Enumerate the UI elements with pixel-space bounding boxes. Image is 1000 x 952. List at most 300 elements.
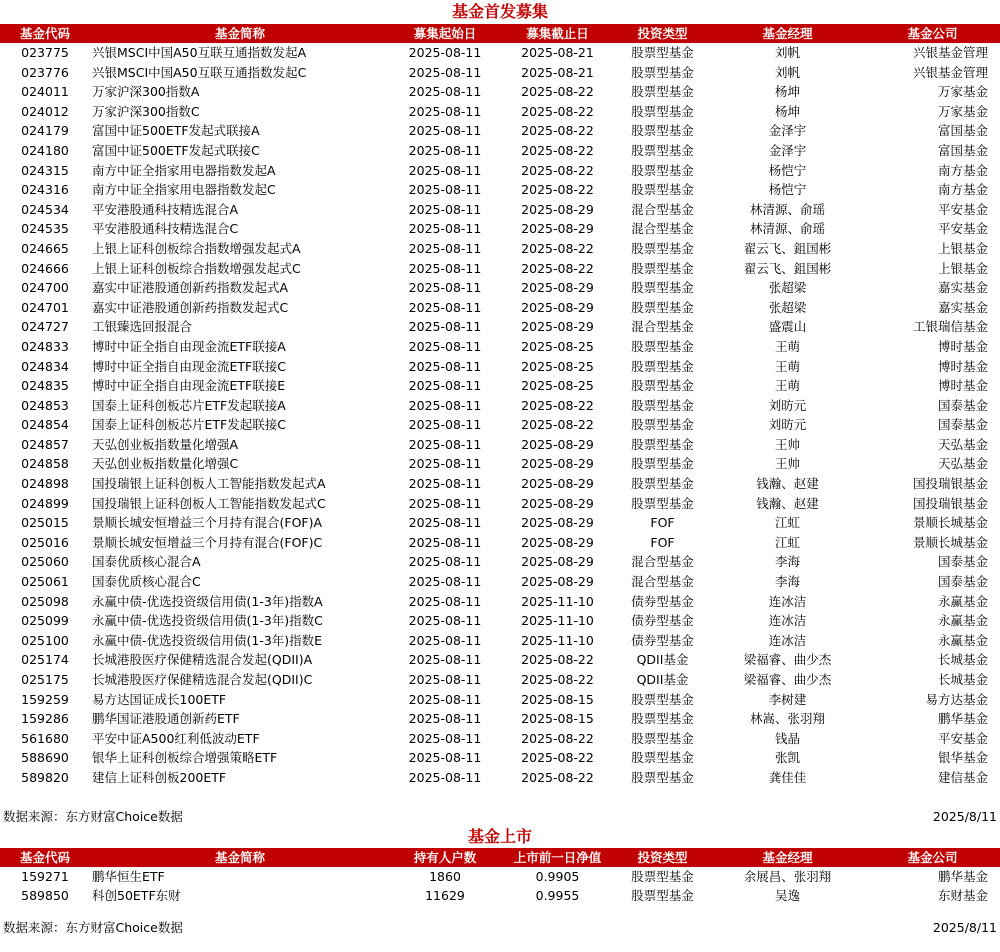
table-row [0,867,1000,887]
table-cell: 2025-08-29 [521,456,594,472]
column-header: 上市前一日净值 [500,848,615,867]
table-cell: 2025-08-11 [408,64,482,80]
table-cell: 2025-08-22 [521,84,594,100]
table-cell: 永赢中债-优选投资级信用债(1-3年)指数C [92,613,323,629]
table-cell: 连冰洁 [768,632,807,648]
table-cell: 11629 [425,888,465,904]
table-cell: 南方基金 [937,162,988,178]
table-cell: 李树建 [768,691,807,707]
table-cell: 天弘创业板指数量化增强C [92,456,239,472]
table-cell: 股票型基金 [631,691,694,707]
column-header: 基金公司 [865,848,1000,867]
table-row [0,709,1000,729]
table-cell: 024898 [21,476,69,492]
table-cell: 588690 [21,750,69,766]
table-cell: 永赢中债-优选投资级信用债(1-3年)指数A [92,593,323,609]
table-cell: 2025-08-11 [408,103,482,119]
table-cell: 2025-08-22 [521,417,594,433]
table-cell: 2025-08-21 [521,45,594,60]
table-cell: 股票型基金 [631,868,694,884]
table-cell: 2025-08-11 [408,358,482,374]
table-cell: 024011 [21,84,69,100]
table-cell: 股票型基金 [631,45,694,60]
table-cell: 龚佳佳 [768,769,807,785]
table-cell: 连冰洁 [768,613,807,629]
table-cell: 景顺长城基金 [912,515,988,531]
table-cell: 股票型基金 [631,162,694,178]
table-cell: 钱瀚、赵建 [756,495,819,511]
table-cell: 嘉实基金 [937,299,988,315]
table-cell: 富国中证500ETF发起式联接C [92,142,260,158]
table-cell: 2025-08-11 [408,750,482,766]
table-cell: 嘉实中证港股通创新药指数发起式A [92,280,289,296]
table-row [0,533,1000,553]
table-cell: 024854 [21,417,69,433]
table-cell: 翟云飞、鉏国彬 [743,240,832,256]
table-cell: 2025-08-11 [408,730,482,746]
table-cell: 2025-08-11 [408,84,482,100]
table-cell: 2025-08-11 [408,711,482,727]
column-header: 基金简称 [90,24,390,43]
table-cell: 股票型基金 [631,84,694,100]
table-cell: 2025-08-29 [521,436,594,452]
section2-footer [0,919,1000,937]
column-header: 持有人户数 [390,848,500,867]
table-cell: 张超梁 [768,280,807,296]
table-cell: 建信上证科创板200ETF [92,769,227,785]
table-cell: 2025-08-29 [521,515,594,531]
table-cell: 2025-08-11 [408,456,482,472]
ipo-table-body [0,43,1000,788]
table-row [0,886,1000,906]
table-cell: 2025-08-11 [408,691,482,707]
table-cell: 翟云飞、鉏国彬 [743,260,832,276]
table-cell: 银华基金 [937,750,988,766]
table-cell: 024012 [21,103,69,119]
table-cell: 南方中证全指家用电器指数发起C [92,182,276,198]
ipo-fund-table [0,24,1000,788]
table-cell: 589820 [21,769,69,785]
table-cell: 2025-08-29 [521,534,594,550]
table-cell: 2025-08-11 [408,221,482,237]
table-cell: 富国基金 [937,142,988,158]
table-cell: 天弘基金 [937,456,988,472]
table-cell: 2025-08-29 [521,554,594,570]
table-cell: 股票型基金 [631,436,694,452]
table-cell: 混合型基金 [631,574,694,590]
table-cell: 0.9905 [535,868,580,884]
data-source: 数据来源：东方财富Choice数据 [3,808,183,824]
table-cell: 159271 [21,868,69,884]
table-row [0,611,1000,631]
data-source: 数据来源：东方财富Choice数据 [3,919,183,935]
table-cell: 博时中证全指自由现金流ETF联接E [92,378,286,394]
table-row [0,121,1000,141]
table-cell: 股票型基金 [631,142,694,158]
table-cell: 混合型基金 [631,221,694,237]
table-row [0,454,1000,474]
table-row [0,650,1000,670]
table-cell: 林清源、俞瑶 [749,201,825,217]
table-cell: 科创50ETF东财 [92,888,181,904]
table-cell: 024834 [21,358,69,374]
table-cell: 长城基金 [937,672,988,687]
table-cell: 连冰洁 [768,593,807,609]
table-cell: 国泰上证科创板芯片ETF发起联接A [92,397,286,413]
table-cell: 债券型基金 [631,613,694,629]
table-cell: 股票型基金 [631,397,694,413]
table-cell: 1860 [429,868,461,884]
table-cell: 王帅 [774,436,800,452]
table-cell: 2025-08-11 [408,201,482,217]
table-cell: 025061 [21,574,69,590]
table-cell: 万家沪深300指数C [92,103,200,119]
table-cell: 024857 [21,436,69,452]
table-cell: 024316 [21,182,69,198]
table-cell: 股票型基金 [631,240,694,256]
table-cell: 余展昌、张羽翔 [743,868,832,884]
table-cell: 2025-08-25 [521,378,594,394]
table-cell: 博时基金 [937,358,988,374]
table-cell: 永赢基金 [937,613,988,629]
table-cell: 股票型基金 [631,417,694,433]
table-cell: 李海 [774,554,800,570]
table-cell: 鹏华基金 [937,868,988,884]
report-date: 2025/8/11 [932,919,997,935]
table-cell: 混合型基金 [631,319,694,335]
table-cell: 兴银基金管理 [912,45,988,60]
table-cell: 上银上证科创板综合指数增强发起式A [92,240,301,256]
table-cell: 2025-08-29 [521,280,594,296]
table-cell: 上银基金 [937,240,988,256]
table-cell: 2025-08-25 [521,338,594,354]
table-cell: 2025-08-11 [408,299,482,315]
table-cell: 2025-08-11 [408,240,482,256]
table-cell: 富国中证500ETF发起式联接A [92,123,260,139]
table-cell: 国泰上证科创板芯片ETF发起联接C [92,417,286,433]
table-cell: 林清源、俞瑶 [749,221,825,237]
table-cell: 024665 [21,240,69,256]
column-header: 投资类型 [615,848,710,867]
table-cell: 混合型基金 [631,554,694,570]
table-cell: 平安基金 [937,201,988,217]
table-cell: 024180 [21,142,69,158]
table-cell: 2025-08-29 [521,574,594,590]
table-cell: 兴银基金管理 [912,64,988,80]
table-cell: 刘帆 [774,64,800,80]
table-cell: 平安基金 [937,221,988,237]
table-cell: 国泰基金 [937,554,988,570]
table-cell: 杨坤 [774,84,800,100]
table-cell: 2025-08-11 [408,45,482,60]
table-row [0,768,1000,788]
table-cell: 024535 [21,221,69,237]
table-cell: 博时中证全指自由现金流ETF联接C [92,358,286,374]
table-cell: 股票型基金 [631,456,694,472]
column-header: 基金经理 [710,24,865,43]
table-row [0,572,1000,592]
table-cell: 024833 [21,338,69,354]
table-cell: QDII基金 [636,672,689,687]
table-row [0,239,1000,259]
table-cell: 股票型基金 [631,358,694,374]
table-cell: 易方达基金 [925,691,988,707]
table-cell: 梁福睿、曲少杰 [743,672,832,687]
table-cell: 长城港股医疗保健精选混合发起(QDII)A [92,652,313,668]
table-cell: 2025-08-11 [408,162,482,178]
table-cell: 万家基金 [937,84,988,100]
table-cell: 平安港股通科技精选混合A [92,201,239,217]
table-cell: 股票型基金 [631,182,694,198]
table-cell: 2025-08-11 [408,593,482,609]
table-cell: 2025-08-11 [408,515,482,531]
section1-title: 基金首发募集 [451,2,548,21]
table-cell: 上银基金 [937,260,988,276]
table-cell: 024727 [21,319,69,335]
table-cell: 林嵩、张羽翔 [749,711,825,727]
table-cell: 天弘创业板指数量化增强A [92,436,239,452]
table-cell: 561680 [21,730,69,746]
table-cell: FOF [650,534,675,550]
table-row [0,474,1000,494]
report-date: 2025/8/11 [932,808,997,824]
table-cell: 长城基金 [937,652,988,668]
table-cell: 024179 [21,123,69,139]
table-cell: 024315 [21,162,69,178]
table-cell: 王萌 [774,378,800,394]
table-cell: 金泽宇 [768,142,807,158]
table-cell: 债券型基金 [631,593,694,609]
table-row [0,552,1000,572]
table-cell: 王萌 [774,338,800,354]
table-cell: 国泰优质核心混合A [92,554,201,570]
table-cell: 债券型基金 [631,632,694,648]
table-cell: 2025-11-10 [521,593,594,609]
table-cell: 股票型基金 [631,711,694,727]
table-cell: 2025-08-22 [521,652,594,668]
table-cell: 023776 [21,64,69,80]
table-row [0,415,1000,435]
table-cell: 2025-08-29 [521,495,594,511]
table-cell: 2025-08-11 [408,652,482,668]
table-cell: 025174 [21,652,69,668]
table-cell: 刘昉元 [768,417,807,433]
column-header: 基金代码 [0,848,90,867]
table-cell: 平安中证A500红利低波动ETF [92,730,260,746]
listing-table-body [0,867,1000,906]
column-header: 募集截止日 [500,24,615,43]
table-cell: 股票型基金 [631,260,694,276]
table-cell: 股票型基金 [631,730,694,746]
table-cell: 2025-08-11 [408,319,482,335]
table-row [0,43,1000,63]
table-cell: 南方中证全指家用电器指数发起A [92,162,276,178]
table-cell: 股票型基金 [631,64,694,80]
table-row [0,592,1000,612]
table-row [0,200,1000,220]
table-cell: 张凯 [774,750,800,766]
table-cell: 589850 [21,888,69,904]
ipo-table-header-row [0,24,1000,43]
table-cell: 永赢中债-优选投资级信用债(1-3年)指数E [92,632,323,648]
table-row [0,317,1000,337]
table-cell: 2025-08-11 [408,182,482,198]
table-cell: 2025-08-29 [521,319,594,335]
table-cell: 2025-08-22 [521,397,594,413]
table-cell: 024534 [21,201,69,217]
table-cell: 2025-08-22 [521,142,594,158]
column-header: 基金经理 [710,848,865,867]
table-row [0,435,1000,455]
table-cell: 平安港股通科技精选混合C [92,221,239,237]
table-cell: 2025-08-11 [408,417,482,433]
table-cell: QDII基金 [636,652,689,668]
table-cell: 股票型基金 [631,338,694,354]
table-cell: 023775 [21,45,69,60]
table-cell: 股票型基金 [631,495,694,511]
table-cell: 024666 [21,260,69,276]
table-cell: 杨坤 [774,103,800,119]
table-cell: 2025-08-11 [408,672,482,687]
table-cell: 2025-08-11 [408,613,482,629]
table-cell: 股票型基金 [631,378,694,394]
column-header: 投资类型 [615,24,710,43]
table-cell: 南方基金 [937,182,988,198]
table-row [0,396,1000,416]
table-cell: 国泰基金 [937,574,988,590]
table-cell: 景顺长城安恒增益三个月持有混合(FOF)C [92,534,323,550]
table-cell: 股票型基金 [631,280,694,296]
table-cell: 2025-08-29 [521,299,594,315]
table-cell: 2025-08-11 [408,280,482,296]
table-cell: 国投瑞银基金 [912,495,988,511]
table-cell: 股票型基金 [631,123,694,139]
table-cell: 2025-08-22 [521,123,594,139]
section1-footer [0,808,1000,826]
table-row [0,161,1000,181]
table-cell: 上银上证科创板综合指数增强发起式C [92,260,301,276]
table-cell: 2025-11-10 [521,613,594,629]
table-cell: 国投瑞银上证科创板人工智能指数发起式C [92,495,326,511]
table-cell: 股票型基金 [631,476,694,492]
table-cell: 2025-08-22 [521,730,594,746]
table-cell: 2025-08-22 [521,240,594,256]
table-cell: 杨恺宁 [768,162,807,178]
table-cell: 梁福睿、曲少杰 [743,652,832,668]
table-cell: 天弘基金 [937,436,988,452]
listing-fund-table [0,848,1000,906]
table-cell: 025060 [21,554,69,570]
table-cell: 工银瑞信基金 [912,319,988,335]
table-cell: 2025-08-22 [521,750,594,766]
table-cell: 富国基金 [937,123,988,139]
table-cell: 李海 [774,574,800,590]
table-cell: 长城港股医疗保健精选混合发起(QDII)C [92,672,313,687]
table-cell: 股票型基金 [631,299,694,315]
table-cell: 银华上证科创板综合增强策略ETF [92,750,278,766]
table-cell: 混合型基金 [631,201,694,217]
table-row [0,63,1000,83]
table-cell: 工银臻选回报混合 [92,319,193,335]
table-cell: 易方达国证成长100ETF [92,691,227,707]
table-row [0,278,1000,298]
table-cell: 万家基金 [937,103,988,119]
table-row [0,376,1000,396]
table-cell: 王萌 [774,358,800,374]
table-cell: 025099 [21,613,69,629]
table-cell: 2025-08-22 [521,182,594,198]
table-cell: 国泰基金 [937,417,988,433]
column-header: 基金简称 [90,848,390,867]
table-cell: 股票型基金 [631,888,694,904]
table-cell: 兴银MSCI中国A50互联互通指数发起C [92,64,307,80]
table-cell: 2025-08-21 [521,64,594,80]
table-cell: 鹏华恒生ETF [92,868,165,884]
table-row [0,631,1000,651]
table-cell: 东财基金 [937,888,988,904]
column-header: 基金代码 [0,24,90,43]
table-cell: 159286 [21,711,69,727]
table-row [0,513,1000,533]
table-cell: 2025-11-10 [521,632,594,648]
table-cell: 2025-08-22 [521,769,594,785]
table-cell: 2025-08-15 [521,691,594,707]
table-row [0,298,1000,318]
table-cell: 2025-08-25 [521,358,594,374]
table-cell: 江虹 [774,515,800,531]
table-cell: 025015 [21,515,69,531]
table-cell: 024853 [21,397,69,413]
table-row [0,670,1000,690]
table-cell: FOF [650,515,675,531]
table-cell: 刘帆 [774,45,800,60]
table-row [0,180,1000,200]
table-row [0,259,1000,279]
table-row [0,729,1000,749]
table-cell: 025175 [21,672,69,687]
table-row [0,82,1000,102]
table-cell: 国投瑞银基金 [912,476,988,492]
table-row [0,102,1000,122]
table-cell: 2025-08-22 [521,103,594,119]
table-cell: 博时基金 [937,378,988,394]
table-cell: 024701 [21,299,69,315]
table-cell: 2025-08-22 [521,162,594,178]
table-cell: 025016 [21,534,69,550]
table-row [0,748,1000,768]
table-cell: 025098 [21,593,69,609]
table-cell: 永赢基金 [937,593,988,609]
table-cell: 兴银MSCI中国A50互联互通指数发起A [92,45,307,60]
table-cell: 2025-08-29 [521,476,594,492]
table-cell: 2025-08-11 [408,554,482,570]
table-cell: 吴逸 [774,888,800,904]
table-cell: 2025-08-11 [408,534,482,550]
table-cell: 刘昉元 [768,397,807,413]
table-cell: 博时中证全指自由现金流ETF联接A [92,338,286,354]
table-cell: 景顺长城基金 [912,534,988,550]
table-cell: 平安基金 [937,730,988,746]
table-cell: 嘉实基金 [937,280,988,296]
table-cell: 股票型基金 [631,103,694,119]
table-cell: 2025-08-11 [408,436,482,452]
table-cell: 金泽宇 [768,123,807,139]
table-row [0,357,1000,377]
table-row [0,690,1000,710]
table-cell: 永赢基金 [937,632,988,648]
table-cell: 江虹 [774,534,800,550]
table-cell: 2025-08-11 [408,574,482,590]
